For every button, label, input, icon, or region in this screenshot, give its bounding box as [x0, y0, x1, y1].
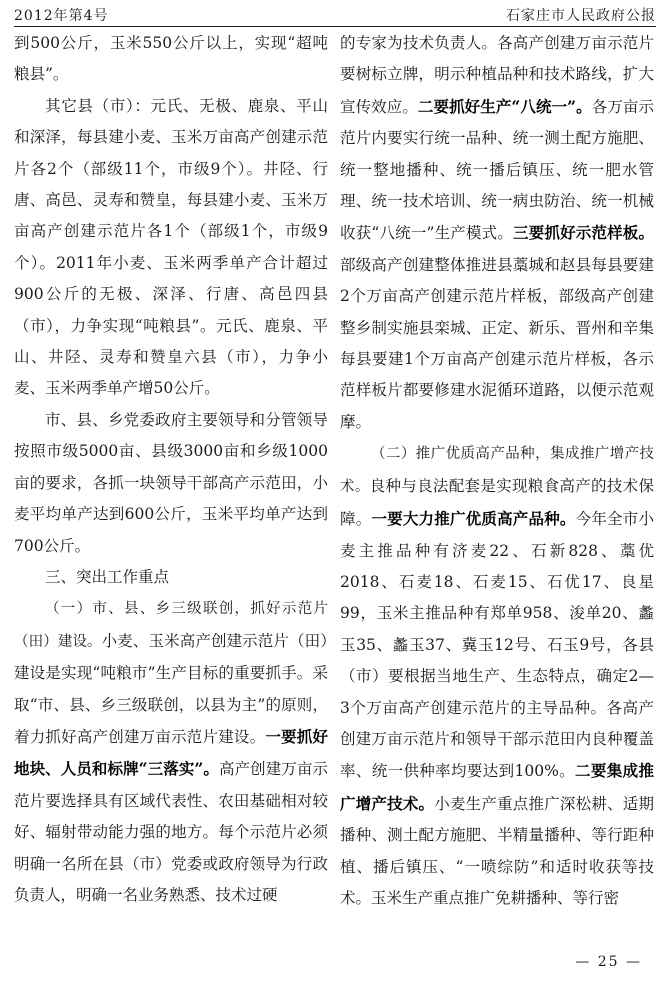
header-divider	[14, 26, 656, 27]
right-column	[340, 28, 654, 958]
body-text: 各万亩示范片内要实行统一品种、统一测土配方施肥、统一整地播种、统一播后镇压、统一肥水管理、统一技术培训、统一病虫防治、统一机械收获“八统一”生产模式。	[340, 97, 654, 243]
paragraph	[340, 438, 654, 914]
emphasis-text: 三要抓好示范样板。	[513, 223, 654, 243]
paragraph: 到500公斤，玉米550公斤以上，实现“超吨粮县”。	[14, 34, 328, 84]
page-header	[14, 6, 656, 26]
emphasis-text: 二要抓好生产“八统一”。	[417, 96, 592, 116]
subsection-heading: （一）市、县、乡三级联创，抓好示范片（田）建设。	[14, 601, 328, 650]
body-text: 小麦、玉米高产创建示范片（田）建设是实现“吨粮市”生产目标的重要抓手。采取“市、县、乡三级联创，以县为主”的原则，着力抓好高产创建万亩示范片建设。	[14, 631, 328, 746]
body-text: 良种与良法配套是实现粮食高产的技术保障。	[340, 476, 654, 529]
paragraph	[14, 593, 328, 911]
emphasis-text: 一要大力推广优质高产品种。	[371, 509, 576, 529]
page-number: — 25 —	[575, 954, 642, 970]
emphasis-text: 一要抓好地块、人员和标牌“三落实”。	[14, 726, 328, 779]
emphasis-text: 二要集成推广增产技术。	[340, 761, 654, 813]
paragraph: 其它县（市）：元氏、无极、鹿泉、平山和深泽，每县建小麦、玉米万亩高产创建示范片各2个（部级11个，市级9个）。井陉、行唐、高邑、灵寿和赞皇，每县建小麦、玉米万亩高产创建示范片各1个（部级1个，市级9个）。2011年小麦、玉米两季单产合计超过900公斤的无极、深泽、行唐、高邑四县（市），力争实现“吨粮县”。元氏、鹿泉、平山、井陉、灵寿和赞皇六县（市），力争小麦、玉米两季单产增50公斤。	[14, 96, 328, 398]
section-heading: 三、突出工作重点	[45, 567, 170, 586]
paragraph	[340, 28, 654, 438]
publication-title: 石家庄市人民政府公报	[506, 8, 656, 24]
issue-label: 2012年第4号	[14, 8, 109, 24]
body-text: 今年全市小麦主推品种有济麦22、石新828、藁优2018、石麦18、石麦15、石优17、良星99，玉米主推品种有郑单958、浚单20、蠡玉35、蠡玉37、冀玉12号、石玉9号，各县（市）要根据当地生产、生态特点，确定2—3个万亩高产创建示范片的主导品种。各高产创建万亩示范片和领导干部示范田内良种覆盖率、统一供种率均要达到100%。	[340, 510, 654, 781]
body-text: 高产创建万亩示范片要选择具有区域代表性、农田基础相对较好、辐射带动能力强的地方。每个示范片必须明确一名所在县（市）党委或政府领导为行政负责人，明确一名业务熟悉、技术过硬	[14, 760, 328, 904]
left-column	[14, 28, 328, 958]
paragraph: 市、县、乡党委政府主要领导和分管领导按照市级5000亩、县级3000亩和乡级1000亩的要求，各抓一块领导干部高产示范田，小麦平均单产达到600公斤，玉米平均单产达到700公斤。	[14, 410, 328, 555]
body-text: 小麦生产重点推广深松耕、适期播种、测土配方施肥、半精量播种、等行距种植、播后镇压、“一喷综防”和适时收获等技术。玉米生产重点推广免耕播种、等行密	[340, 794, 654, 907]
subsection-heading: （二）推广优质高产品种，集成推广增产技术。	[340, 446, 654, 495]
body-text: 部级高产创建整体推进县藁城和赵县每县要建2个万亩高产创建示范片样板，部级高产创建整乡制实施县栾城、正定、新乐、晋州和辛集每县要建1个万亩高产创建示范片样板，各示范样板片都要修建水泥循环道路，以便示范观摩。	[340, 255, 654, 431]
body-text: 的专家为技术负责人。各高产创建万亩示范片要树标立牌，明示种植品种和技术路线，扩大宣传效应。	[340, 34, 654, 116]
